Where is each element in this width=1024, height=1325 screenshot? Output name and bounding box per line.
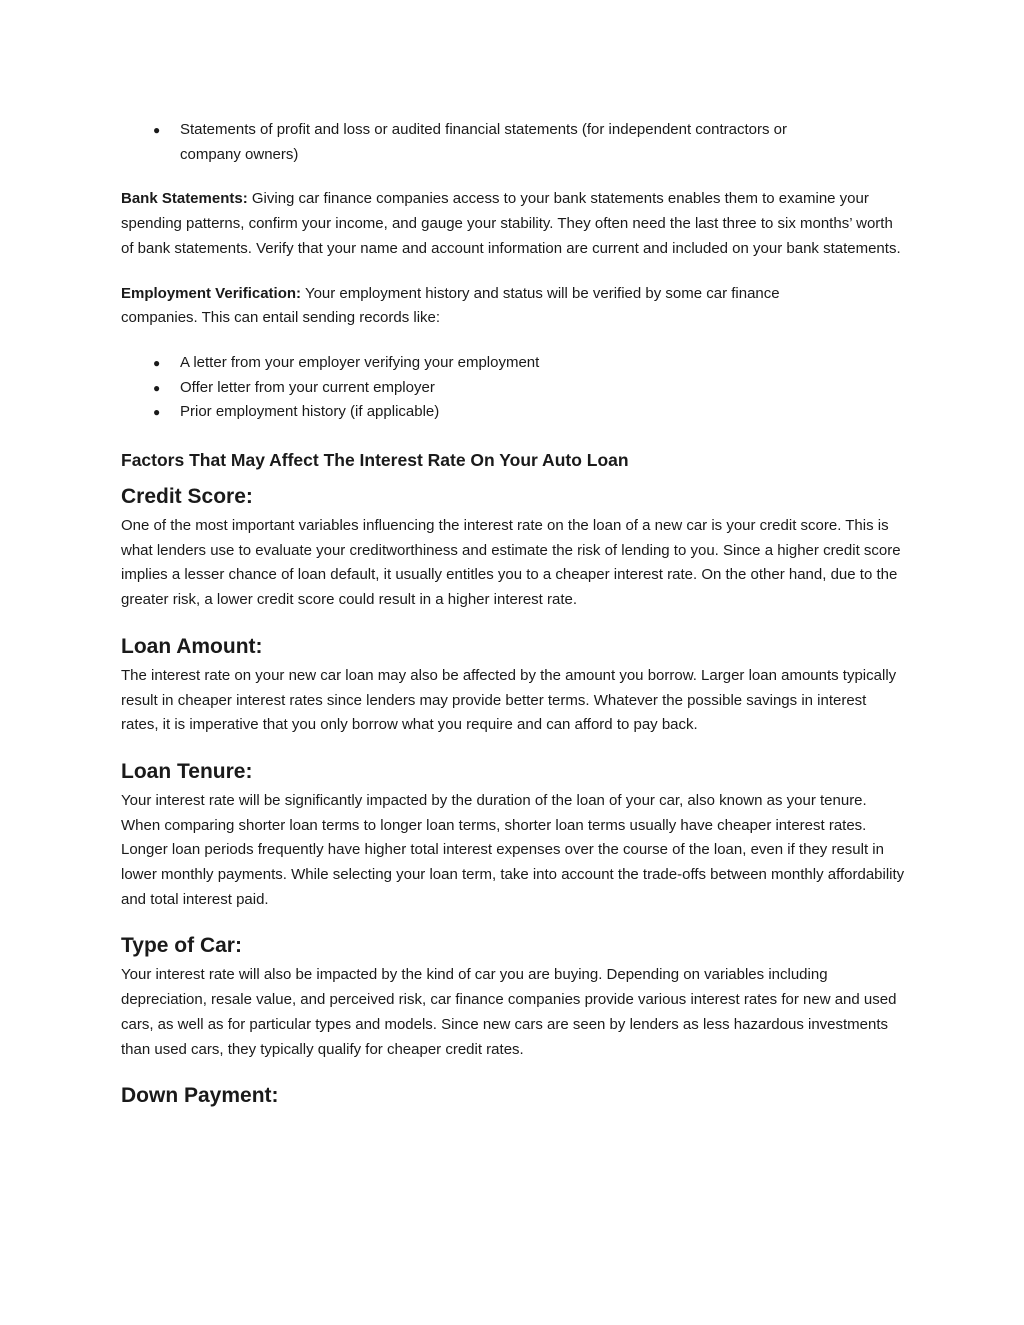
bank-statements-paragraph xyxy=(121,187,906,261)
document-body xyxy=(121,118,906,1110)
list-item: ● Statements of profit and loss or audited financial statements (for independent contractors or company owners) xyxy=(121,118,846,167)
loan-amount-heading: Loan Amount: xyxy=(121,634,263,658)
credit-score-paragraph: One of the most important variables influencing the interest rate on the loan of a new car is your credit score. This is what lenders use to evaluate your creditworthiness and estimate the risk of lending to you. Since a higher credit score implies a lesser chance of loan default, it usually entitles you to a cheaper interest rate. On the other hand, due to the greater risk, a lower credit score could result in a higher interest rate. xyxy=(121,517,901,609)
loan-amount-paragraph: The interest rate on your new car loan may also be affected by the amount you borrow. Larger loan amounts typically result in cheaper interest rates since lenders may provide better terms. Whatever the possible savings in interest rates, it is imperative that you only borrow what you require and can afford to pay back. xyxy=(121,666,897,734)
list-item: ● A letter from your employer verifying your employment xyxy=(121,351,906,376)
loan-tenure-paragraph: Your interest rate will be significantly impacted by the duration of the loan of your car, also known as your tenure. When comparing shorter loan terms to longer loan terms, shorter loan terms usually have cheaper interest rates. Longer loan periods frequently have higher total interest expenses over the course of the loan, even if they result in lower monthly payments. While selecting your loan term, take into account the trade-offs between monthly affordability and total interest paid. xyxy=(121,791,905,908)
employment-verification-paragraph xyxy=(121,282,846,331)
list-item: ● Offer letter from your current employer xyxy=(121,376,906,401)
employment-verification-text: Your employment history and status will be verified by some car finance companies. This can entail sending records like: xyxy=(121,284,780,327)
bank-statements-text: Giving car finance companies access to your bank statements enables them to examine your spending patterns, confirm your income, and gauge your stability. They often need the last three to six months’ worth of bank statements. Verify that your name and account information are current and included on your bank statements. xyxy=(121,190,901,257)
type-of-car-paragraph: Your interest rate will also be impacted by the kind of car you are buying. Depending on variables including depreciation, resale value, and perceived risk, car finance companies provide various interest rates for new and used cars, as well as for particular types and models. Since new cars are seen by lenders as less hazardous investments than used cars, they typically qualify for cheaper credit rates. xyxy=(121,966,897,1058)
factors-heading: Factors That May Affect The Interest Rate On Your Auto Loan xyxy=(121,450,629,471)
credit-score-heading: Credit Score: xyxy=(121,485,253,509)
income-documents-list xyxy=(121,118,846,167)
loan-tenure-heading: Loan Tenure: xyxy=(121,759,253,783)
type-of-car-heading: Type of Car: xyxy=(121,934,242,958)
bank-statements-label: Bank Statements: xyxy=(121,190,248,208)
list-item: ● Prior employment history (if applicable) xyxy=(121,400,906,425)
employment-documents-list xyxy=(121,351,906,425)
down-payment-heading: Down Payment: xyxy=(121,1084,279,1108)
employment-verification-label: Employment Verification: xyxy=(121,284,302,302)
